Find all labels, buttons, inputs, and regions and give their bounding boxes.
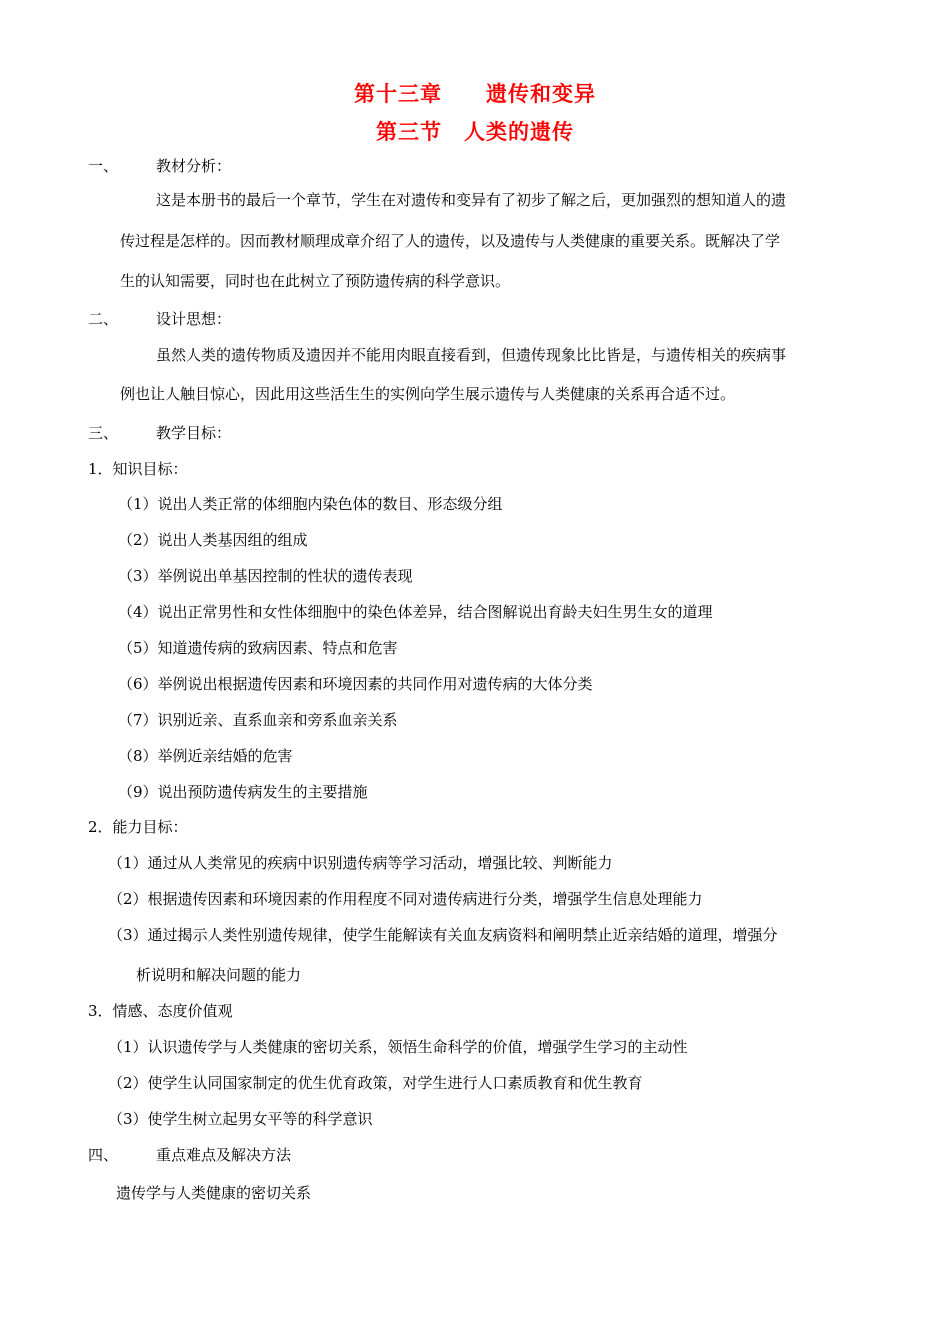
part2-heading: 设计思想： bbox=[156, 310, 232, 328]
ability-heading: 2．能力目标： bbox=[88, 818, 188, 836]
knowledge-item: （5）知道遗传病的致病因素、特点和危害 bbox=[118, 639, 398, 657]
part1-heading: 教材分析： bbox=[156, 157, 232, 175]
chapter-title: 第十三章 遗传和变异 bbox=[354, 81, 596, 106]
part2-line: 例也让人触目惊心，因此用这些活生生的实例向学生展示遗传与人类健康的关系再合适不过。 bbox=[120, 385, 736, 403]
part3-marker: 三、 bbox=[88, 424, 119, 442]
part1-line: 生的认知需要，同时也在此树立了预防遗传病的科学意识。 bbox=[120, 272, 511, 290]
part2-marker: 二、 bbox=[88, 310, 119, 328]
knowledge-item: （6）举例说出根据遗传因素和环境因素的共同作用对遗传病的大体分类 bbox=[118, 675, 593, 693]
part1-marker: 一、 bbox=[88, 157, 119, 175]
section-title: 第三节 人类的遗传 bbox=[376, 119, 574, 144]
knowledge-item: （3）举例说出单基因控制的性状的遗传表现 bbox=[118, 567, 413, 585]
ability-item: （1）通过从人类常见的疾病中识别遗传病等学习活动，增强比较、判断能力 bbox=[108, 854, 613, 872]
emotion-item: （1）认识遗传学与人类健康的密切关系，领悟生命科学的价值，增强学生学习的主动性 bbox=[108, 1038, 688, 1056]
knowledge-heading: 1．知识目标： bbox=[88, 460, 188, 478]
ability-item: （3）通过揭示人类性别遗传规律，使学生能解读有关血友病资料和阐明禁止近亲结婚的道理，增强分 bbox=[108, 926, 778, 944]
knowledge-item: （9）说出预防遗传病发生的主要措施 bbox=[118, 783, 368, 801]
knowledge-item: （2）说出人类基因组的组成 bbox=[118, 531, 308, 549]
part4-marker: 四、 bbox=[88, 1146, 119, 1164]
emotion-heading: 3．情感、态度价值观 bbox=[88, 1002, 233, 1020]
ability-item-continuation: 析说明和解决问题的能力 bbox=[136, 966, 302, 984]
part4-heading: 重点难点及解决方法 bbox=[156, 1146, 292, 1164]
knowledge-item: （1）说出人类正常的体细胞内染色体的数目、形态级分组 bbox=[118, 495, 503, 513]
part3-heading: 教学目标： bbox=[156, 424, 232, 442]
emotion-item: （2）使学生认同国家制定的优生优育政策，对学生进行人口素质教育和优生教育 bbox=[108, 1074, 643, 1092]
emotion-item: （3）使学生树立起男女平等的科学意识 bbox=[108, 1110, 373, 1128]
knowledge-item: （7）识别近亲、直系血亲和旁系血亲关系 bbox=[118, 711, 398, 729]
part1-line: 传过程是怎样的。因而教材顺理成章介绍了人的遗传，以及遗传与人类健康的重要关系。既解决了学 bbox=[120, 232, 781, 250]
ability-item: （2）根据遗传因素和环境因素的作用程度不同对遗传病进行分类，增强学生信息处理能力 bbox=[108, 890, 703, 908]
part2-line: 虽然人类的遗传物质及遗因并不能用肉眼直接看到，但遗传现象比比皆是，与遗传相关的疾病事 bbox=[156, 346, 787, 364]
knowledge-item: （4）说出正常男性和女性体细胞中的染色体差异，结合图解说出育龄夫妇生男生女的道理 bbox=[118, 603, 713, 621]
part1-line: 这是本册书的最后一个章节，学生在对遗传和变异有了初步了解之后，更加强烈的想知道人的遗 bbox=[156, 191, 787, 209]
knowledge-item: （8）举例近亲结婚的危害 bbox=[118, 747, 293, 765]
part4-line: 遗传学与人类健康的密切关系 bbox=[116, 1184, 312, 1202]
